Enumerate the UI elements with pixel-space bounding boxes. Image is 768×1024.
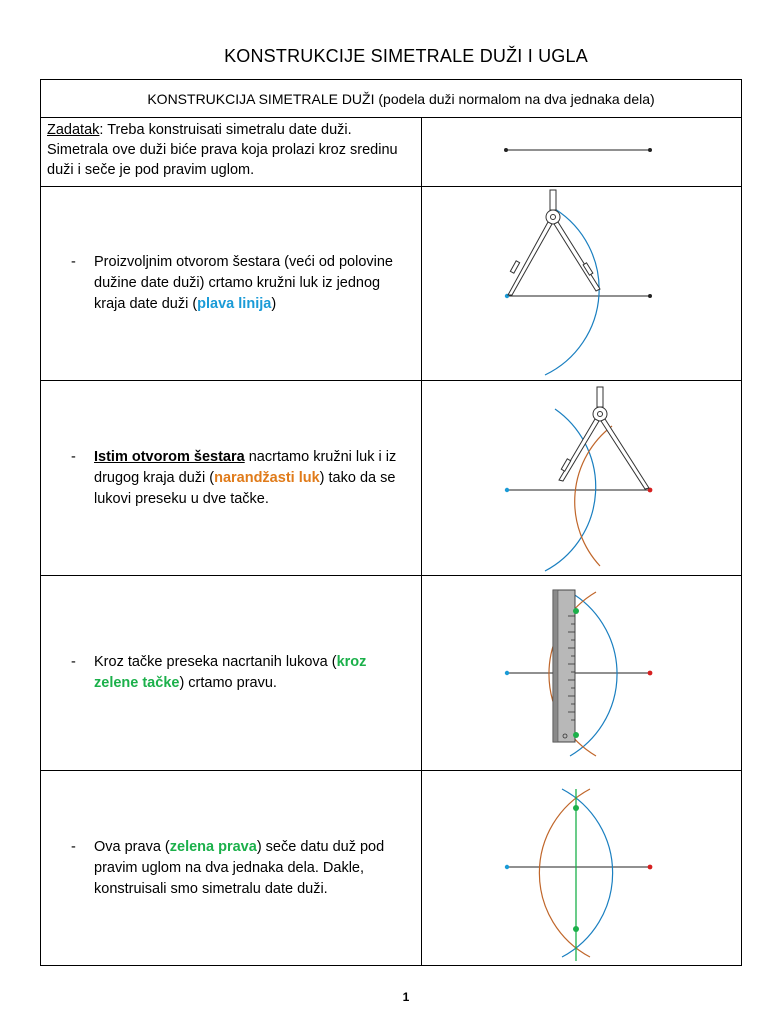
header-rest: (podela duži normalom na dva jednaka dela) bbox=[374, 90, 655, 107]
page-number: 1 bbox=[402, 990, 410, 1004]
step-4-after: ) seče datu duž pod pravim uglom na dva jednaka dela. Dakle, konstruisali smo simetralu date duži. bbox=[94, 838, 385, 897]
step-1-after: ) bbox=[271, 296, 277, 312]
step-3 bbox=[41, 652, 421, 694]
step-1-highlight: plava linija bbox=[197, 296, 272, 312]
ruler-icon bbox=[553, 590, 575, 742]
table-header-row bbox=[41, 80, 742, 118]
step-text-cell-1 bbox=[41, 187, 422, 381]
intersection-point-bottom bbox=[573, 732, 579, 738]
table-header bbox=[41, 80, 742, 118]
step-3-text bbox=[94, 652, 411, 694]
task-description: : Treba konstruisati simetralu date duži. Simetrala ove duži biće prava koja prolazi kroz sredinu duži i seče je pod pravim uglom. bbox=[47, 122, 398, 178]
blue-arc bbox=[570, 592, 617, 756]
step-dash: - bbox=[71, 838, 76, 855]
construction-table bbox=[40, 79, 742, 966]
task-text bbox=[41, 118, 422, 187]
task-row bbox=[41, 118, 742, 187]
orange-arc bbox=[539, 789, 590, 957]
point-left-blue bbox=[505, 865, 509, 869]
step-figure-1 bbox=[422, 187, 742, 381]
step-1 bbox=[41, 252, 421, 315]
step-text-cell-4 bbox=[41, 771, 422, 966]
step-2-highlight: narandžasti luk bbox=[214, 469, 320, 486]
task-figure bbox=[422, 118, 742, 187]
step-figure-2 bbox=[422, 381, 742, 576]
step-4 bbox=[41, 837, 421, 900]
step-2-text bbox=[94, 447, 411, 510]
step-row-2 bbox=[41, 381, 742, 576]
point-left-blue bbox=[505, 488, 509, 492]
step-row-1 bbox=[41, 187, 742, 381]
step-2-figure bbox=[422, 381, 742, 575]
step-2-lead: Istim otvorom šestara bbox=[94, 448, 245, 465]
compass-icon bbox=[559, 387, 649, 489]
step-row-4 bbox=[41, 771, 742, 966]
step-4-highlight: zelena prava bbox=[169, 838, 257, 855]
blue-arc bbox=[562, 789, 613, 957]
intersection-point-top bbox=[573, 805, 579, 811]
point-right-red bbox=[648, 671, 653, 676]
step-4-figure bbox=[422, 771, 742, 965]
step-2 bbox=[41, 447, 421, 510]
step-1-text bbox=[94, 252, 411, 315]
step-row-3 bbox=[41, 576, 742, 771]
header-caps: KONSTRUKCIJA SIMETRALE DUŽI bbox=[147, 90, 375, 107]
step-text-cell-2 bbox=[41, 381, 422, 576]
step-1-figure bbox=[422, 187, 742, 380]
step-3-figure bbox=[422, 576, 742, 770]
step-1-before: Proizvoljnim otvorom šestara (veći od polovine dužine date duži) crtamo kružni luk iz jednog kraja date duži ( bbox=[94, 254, 393, 312]
step-figure-4 bbox=[422, 771, 742, 966]
step-2-after: ) tako da se lukovi preseku u dve tačke. bbox=[94, 469, 396, 507]
segment-endpoint-right bbox=[648, 148, 652, 152]
step-dash: - bbox=[71, 448, 76, 465]
step-dash: - bbox=[71, 654, 76, 670]
step-4-before: Ova prava ( bbox=[94, 838, 170, 855]
intersection-point-top bbox=[573, 608, 579, 614]
step-4-text bbox=[94, 837, 411, 900]
segment-figure bbox=[422, 120, 742, 184]
step-3-after: ) crtamo pravu. bbox=[179, 675, 277, 691]
intersection-point-bottom bbox=[573, 926, 579, 932]
step-3-highlight: kroz zelene tačke bbox=[94, 654, 367, 691]
segment-endpoint-left bbox=[504, 148, 508, 152]
step-dash: - bbox=[71, 254, 76, 270]
task-label: Zadatak bbox=[47, 122, 100, 138]
step-2-before: nacrtamo kružni luk i iz drugog kraja duži ( bbox=[94, 448, 397, 486]
point-left-blue bbox=[505, 671, 509, 675]
step-3-before: Kroz tačke preseka nacrtanih lukova ( bbox=[94, 654, 337, 670]
segment-endpoint-right bbox=[648, 294, 652, 298]
page-title: KONSTRUKCIJE SIMETRALE DUŽI I UGLA bbox=[224, 46, 588, 66]
step-figure-3 bbox=[422, 576, 742, 771]
blue-arc bbox=[545, 209, 599, 375]
step-text-cell-3 bbox=[41, 576, 422, 771]
point-right-red bbox=[648, 865, 653, 870]
